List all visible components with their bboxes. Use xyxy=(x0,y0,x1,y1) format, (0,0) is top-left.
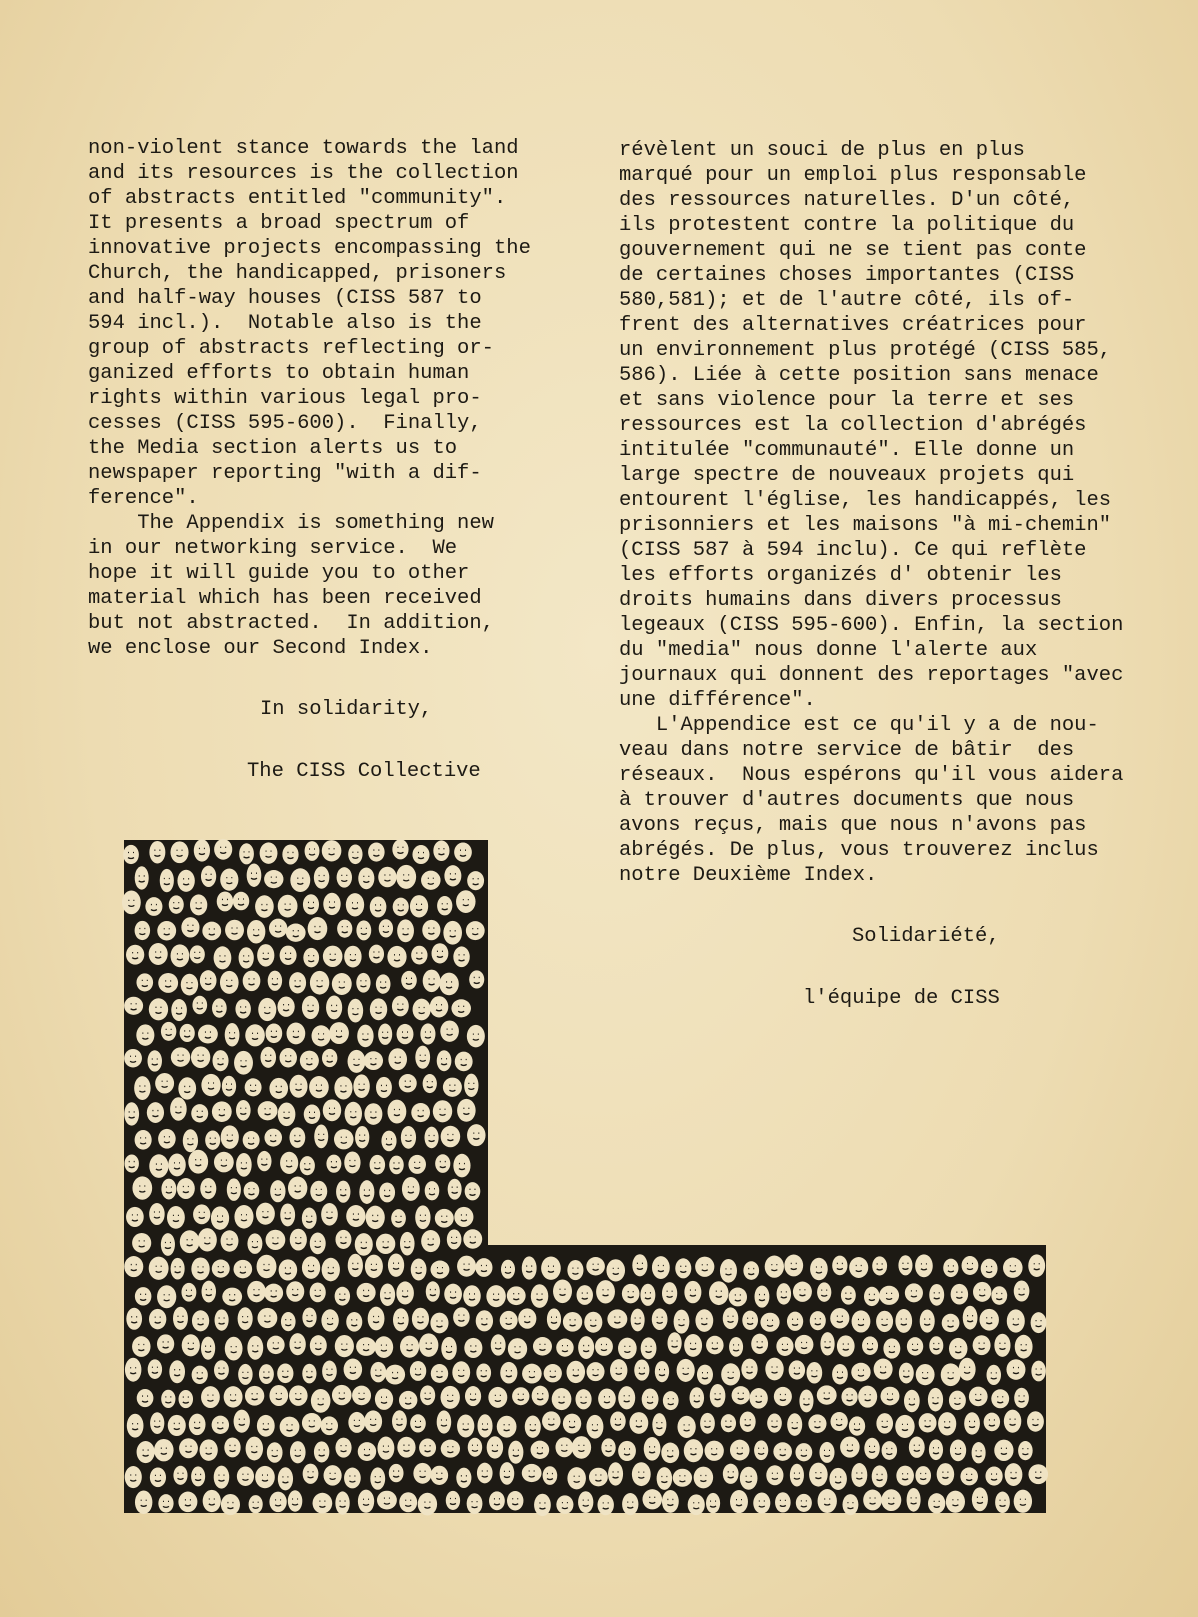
text-line: entourent l'église, les handicappés, les xyxy=(619,489,1112,512)
text-line: un environnement plus protégé (CISS 585, xyxy=(619,339,1112,362)
text-line: révèlent un souci de plus en plus xyxy=(619,139,1025,162)
text-line: L'Appendice est ce qu'il y a de nou- xyxy=(619,714,1099,737)
text-line: notre Deuxième Index. xyxy=(619,864,878,887)
text-line: legeaux (CISS 595-600). Enfin, la section xyxy=(619,614,1124,637)
text-line: cesses (CISS 595-600). Finally, xyxy=(88,412,482,435)
text-line: hope it will guide you to other xyxy=(88,562,470,585)
text-line: 580,581); et de l'autre côté, ils of- xyxy=(619,289,1075,312)
text-line: group of abstracts reflecting or- xyxy=(88,337,494,360)
closing-french: Solidariété, xyxy=(852,925,1000,948)
text-line: à trouver d'autres documents que nous xyxy=(619,789,1075,812)
text-line: The Appendix is something new xyxy=(88,512,494,535)
text-line: droits humains dans divers processus xyxy=(619,589,1062,612)
signature-french: l'équipe de CISS xyxy=(803,987,1000,1010)
text-line: avons reçus, mais que nous n'avons pas xyxy=(619,814,1087,837)
text-line: ils protestent contre la politique du xyxy=(619,214,1075,237)
text-line: intitulée "communauté". Elle donne un xyxy=(619,439,1075,462)
text-line: des ressources naturelles. D'un côté, xyxy=(619,189,1075,212)
text-line: the Media section alerts us to xyxy=(88,437,458,460)
text-line: et sans violence pour la terre et ses xyxy=(619,389,1075,412)
text-line: une différence". xyxy=(619,689,816,712)
text-line: veau dans notre service de bâtir des xyxy=(619,739,1075,762)
text-line: material which has been received xyxy=(88,587,482,610)
text-line: newspaper reporting "with a dif- xyxy=(88,462,482,485)
text-line: large spectre de nouveaux projets qui xyxy=(619,464,1075,487)
text-line: réseaux. Nous espérons qu'il vous aidera xyxy=(619,764,1124,787)
text-line: but not abstracted. In addition, xyxy=(88,612,494,635)
text-line: journaux qui donnent des reportages "avec xyxy=(619,664,1124,687)
text-line: and half-way houses (CISS 587 to xyxy=(88,287,482,310)
text-line: non-violent stance towards the land xyxy=(88,137,519,160)
signature-english: The CISS Collective xyxy=(247,760,481,783)
text-line: ganized efforts to obtain human xyxy=(88,362,470,385)
text-line: It presents a broad spectrum of xyxy=(88,212,470,235)
text-line: ference". xyxy=(88,487,199,510)
text-line: gouvernement qui ne se tient pas conte xyxy=(619,239,1087,262)
text-line: abrégés. De plus, vous trouverez inclus xyxy=(619,839,1099,862)
text-line: 586). Liée à cette position sans menace xyxy=(619,364,1099,387)
closing-english: In solidarity, xyxy=(260,698,433,721)
text-line: prisonniers et les maisons "à mi-chemin" xyxy=(619,514,1112,537)
text-line: innovative projects encompassing the xyxy=(88,237,531,260)
crowd-background xyxy=(124,840,1046,1513)
text-line: Church, the handicapped, prisoners xyxy=(88,262,507,285)
text-line: les efforts organizés d' obtenir les xyxy=(619,564,1062,587)
text-line: de certaines choses importantes (CISS xyxy=(619,264,1075,287)
text-line: (CISS 587 à 594 inclu). Ce qui reflète xyxy=(619,539,1087,562)
text-line: du "media" nous donne l'alerte aux xyxy=(619,639,1038,662)
text-line: marqué pour un emploi plus responsable xyxy=(619,164,1087,187)
text-line: rights within various legal pro- xyxy=(88,387,482,410)
text-line: ressources est la collection d'abrégés xyxy=(619,414,1087,437)
text-line: in our networking service. We xyxy=(88,537,458,560)
text-line: we enclose our Second Index. xyxy=(88,637,433,660)
text-line: of abstracts entitled "community". xyxy=(88,187,507,210)
text-line: frent des alternatives créatrices pour xyxy=(619,314,1087,337)
text-line: and its resources is the collection xyxy=(88,162,519,185)
text-line: 594 incl.). Notable also is the xyxy=(88,312,482,335)
